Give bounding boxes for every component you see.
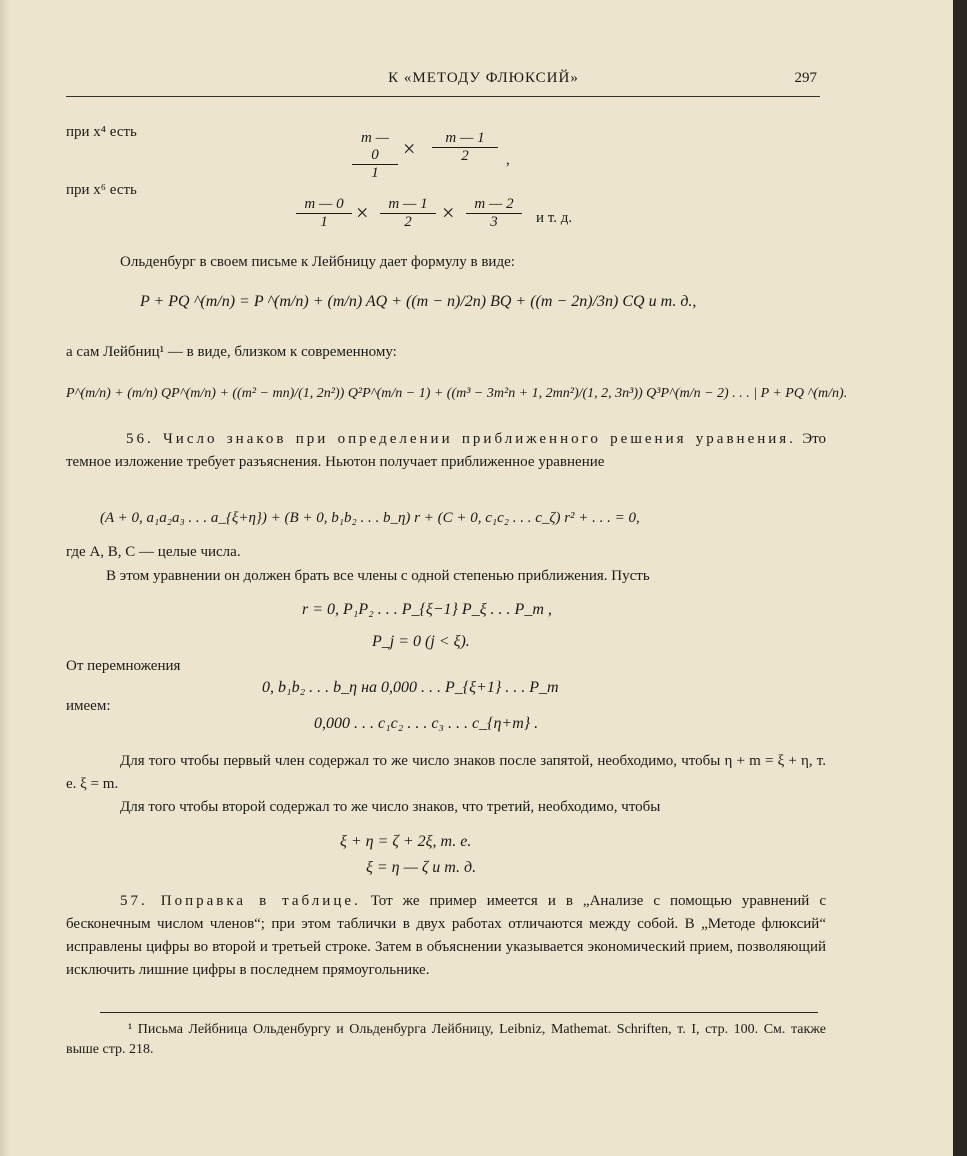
- paragraph-text: Тот же пример имеется и в „Анализе с помощью уравнений с бесконечным числом членов“; при этом таблички в двух работах отличаются между собой. В „Методе флюксий“ исправлены цифры во второй и третьей строке. Затем в объяснении указывается экономический прием, позволяющий исключить лишние цифры в последнем прямоугольнике.: [66, 893, 826, 978]
- times-sign: ×: [403, 136, 416, 161]
- approx-equation: (A + 0, a₁a₂a₃ . . . a_{ξ+η}) + (B + 0, b₁b₂ . . . b_η) r + (C + 0, c₁c₂ . . . c_ζ) r² + . . . = 0,: [100, 510, 640, 526]
- x6-label: при x⁶ есть: [66, 182, 137, 198]
- denominator: 3: [490, 214, 498, 230]
- r-definition: r = 0, P₁P₂ . . . P_{ξ−1} P_ξ . . . P_m ,: [302, 601, 552, 618]
- denominator: 2: [404, 214, 412, 230]
- footnote: ¹ Письма Лейбница Ольденбургу и Ольденбурга Лейбницу, Leibniz, Mathemat. Schriften, т. I, стр. 100. См. также выше стр. 218.: [66, 1022, 826, 1057]
- fraction: [432, 130, 498, 165]
- oldenburg-sentence: Ольденбург в своем письме к Лейбницу дает формулу в виде:: [120, 254, 515, 270]
- x4-label: при x⁴ есть: [66, 124, 137, 140]
- condition-1: ξ + η = ζ + 2ξ, т. е.: [340, 833, 472, 850]
- leibniz-formula: P^(m/n) + (m/n) QP^(m/n) + ((m² − mn)/(1, 2n²)) Q²P^(m/n − 1) + ((m³ − 3m²n + 1, 2mn²)/(1, 2, 3n³)) Q³P^(m/n − 2) . . . | P + PQ ^(m/n).: [66, 386, 848, 401]
- numerator: m — 1: [380, 196, 436, 214]
- where-abc: где A, B, C — целые числа.: [66, 544, 241, 560]
- numerator: m — 2: [466, 196, 522, 214]
- oldenburg-formula: P + PQ ^(m/n) = P ^(m/n) + (m/n) AQ + ((m − n)/2n) BQ + ((m − 2n)/3n) CQ и т. д.,: [140, 293, 697, 310]
- paragraph-all-terms: В этом уравнении он должен брать все члены с одной степенью приближения. Пусть: [106, 568, 650, 584]
- paragraph-56: [66, 428, 826, 474]
- section-heading: 56. Число знаков при определении приближенного решения уравнения.: [126, 431, 796, 447]
- paragraph-text: Это темное изложение требует разъяснения. Ньютон получает приближенное уравнение: [66, 431, 826, 470]
- fraction: [380, 196, 436, 231]
- running-header: К «МЕТОДУ ФЛЮКСИЙ»: [388, 70, 579, 86]
- pj-definition: P_j = 0 (j < ξ).: [372, 633, 470, 650]
- footnote-rule: [100, 1012, 818, 1013]
- leibniz-sentence: а сам Лейбниц¹ — в виде, близком к современному:: [66, 344, 397, 360]
- paragraph-second-term: Для того чтобы второй содержал то же число знаков, что третий, необходимо, чтобы: [120, 799, 661, 815]
- comma: ,: [506, 152, 510, 168]
- denominator: 1: [320, 214, 328, 230]
- denominator: 2: [461, 148, 469, 164]
- we-have: имеем:: [66, 698, 111, 714]
- denominator: 1: [371, 165, 379, 181]
- header-rule: [66, 96, 820, 97]
- multiplication-expr: 0, b₁b₂ . . . b_η на 0,000 . . . P_{ξ+1} . . . P_m: [262, 679, 559, 696]
- result-expr: 0,000 . . . c₁c₂ . . . c₃ . . . c_{η+m} .: [314, 715, 539, 732]
- etc: и т. д.: [536, 210, 573, 226]
- numerator: m — 0: [296, 196, 352, 214]
- times-sign: ×: [356, 200, 369, 225]
- condition-2: ξ = η — ζ и т. д.: [366, 859, 477, 876]
- numerator: m — 0: [352, 130, 398, 165]
- numerator: m — 1: [432, 130, 498, 148]
- fraction: [466, 196, 522, 231]
- section-heading: 57. Поправка в таблице.: [120, 893, 361, 909]
- page-number: 297: [794, 70, 817, 86]
- paragraph-first-term: Для того чтобы первый член содержал то же число знаков после запятой, необходимо, чтобы η + m = ξ + η, т. е. ξ = m.: [66, 753, 826, 792]
- paragraph-57: [66, 890, 826, 982]
- from-multiplication: От перемножения: [66, 658, 181, 674]
- page-shadow: [0, 0, 10, 1156]
- fraction: [352, 130, 398, 182]
- times-sign: ×: [442, 200, 455, 225]
- fraction: [296, 196, 352, 231]
- book-edge: [953, 0, 967, 1156]
